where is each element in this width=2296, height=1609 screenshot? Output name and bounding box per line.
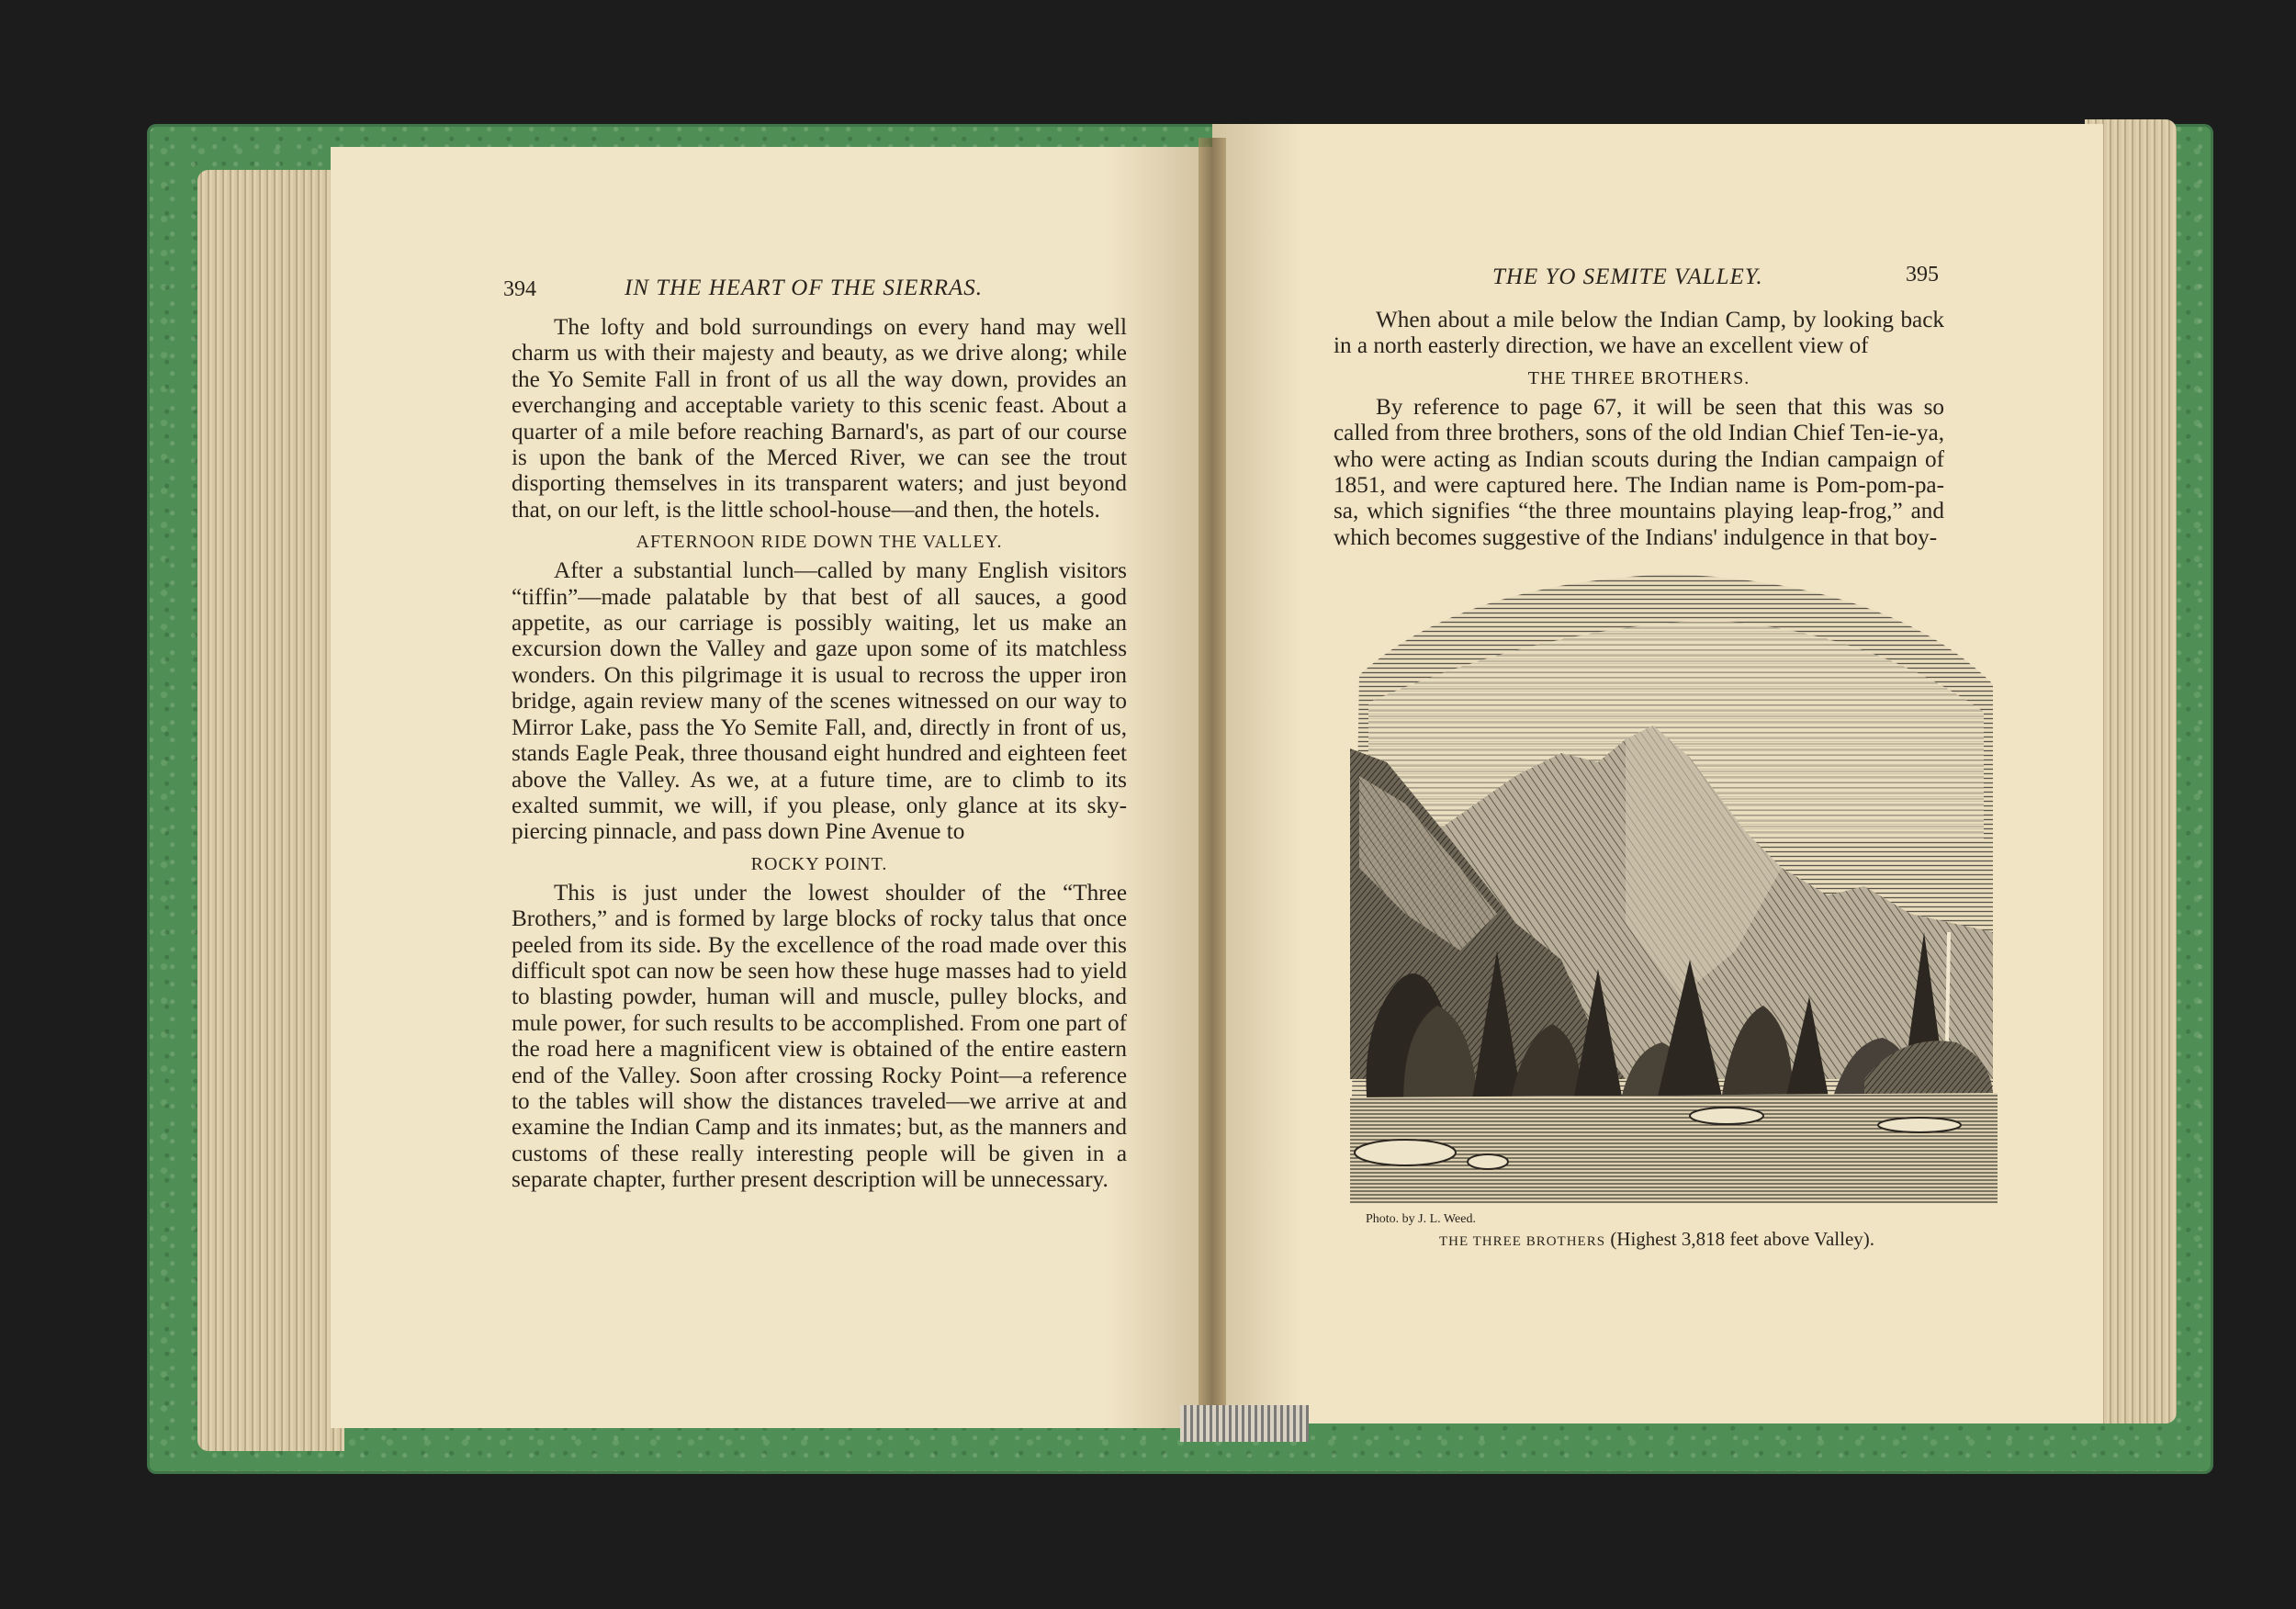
section-heading: AFTERNOON RIDE DOWN THE VALLEY. (636, 532, 1003, 553)
photo-credit: Photo. by J. L. Weed. (1366, 1212, 1476, 1226)
paragraph: This is just under the lowest shoulder of the “Three Brothers,” and is formed by large blocks of rocky talus that once peeled from its side. By the excellence of the road made over this difficult spot can now be seen how these huge masses had to yield to blasting powder, human will and muscle, pulley blocks, and mule power, for such results to be accomplished. From one part of the road here a magnificent view is obtained of the entire eastern end of the Valley. Soon after crossing Rocky Point—a reference to the tables will show the distances traveled—we arrive at and examine the Indian Camp and its inmates; but, as the manners and customs of these really interesting people will be given in a separate chapter, further present description will be unnecessary. (512, 880, 1127, 1193)
three-brothers-engraving (1350, 565, 1998, 1203)
paragraph: The lofty and bold surroundings on every hand may well charm us with their majesty and beauty, as we drive along; while the Yo Semite Fall in front of us all the way down, provides an everchanging and acceptable variety to this scenic feast. About a quarter of a mile before reaching Barnard's, as part of our course is upon the bank of the Merced River, we can see the trout disporting themselves in its transparent waters; and just beyond that, on our left, is the little school-house—and then, the hotels. (512, 315, 1127, 523)
section-heading: THE THREE BROTHERS. (1527, 367, 1750, 388)
headband (1180, 1405, 1309, 1442)
book-gutter (1199, 138, 1226, 1433)
left-page-number: 394 (503, 277, 536, 301)
section-heading: ROCKY POINT. (750, 853, 888, 874)
page-edges-left (197, 170, 344, 1451)
left-page-body (512, 315, 1127, 1194)
paragraph: After a substantial lunch—called by many English visitors “tiffin”—made palatable by that best of all sauces, a good appetite, as our carriage is possibly waiting, let us make an excursion down the Valley and gaze upon some of its matchless wonders. On this pilgrimage it is usual to recross the upper iron bridge, again review many of the scenes witnessed on our way to Mirror Lake, pass the Yo Semite Fall, and, directly in front of us, stands Eagle Peak, three thousand eight hundred and eighteen feet above the Valley. As we, at a future time, are to climb to its exalted summit, we will, if you please, only glance at its sky-piercing pinnacle, and pass down Pine Avenue to (512, 558, 1127, 845)
left-running-head: IN THE HEART OF THE SIERRAS. (625, 276, 984, 300)
paragraph: By reference to page 67, it will be seen that this was so called from three brothers, sons of the old Indian Chief Ten-ie-ya, who were acting as Indian scouts during the Indian campaign of 1851, and were captured here. The Indian name is Pom-pom-pa-sa, which signifies “the three mountains playing leap-frog,” and which becomes suggestive of the Indians' indulgence in that boy- (1334, 394, 1944, 550)
right-page-body (1334, 308, 1944, 551)
right-running-head: THE YO SEMITE VALLEY. (1492, 264, 1763, 289)
illustration-caption (1439, 1228, 1874, 1251)
caption-detail: (Highest 3,818 feet above Valley). (1605, 1228, 1875, 1250)
caption-title: THE THREE BROTHERS (1439, 1234, 1606, 1249)
paragraph: When about a mile below the Indian Camp, by looking back in a north easterly direction, we have an excellent view of (1334, 308, 1944, 359)
right-page-number: 395 (1906, 263, 1939, 287)
